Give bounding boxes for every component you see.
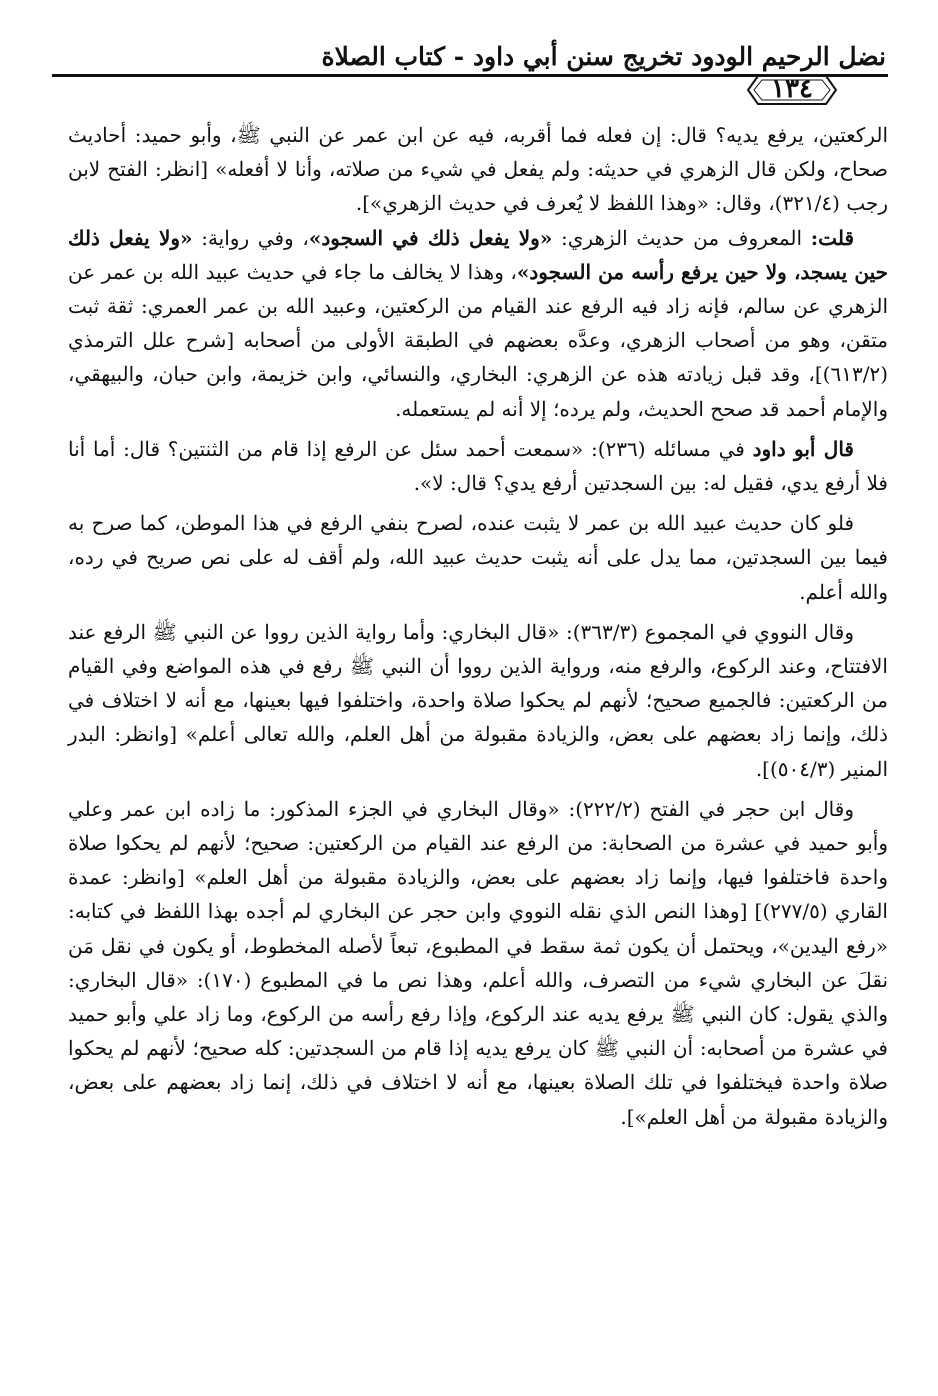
main-text [68,118,888,1134]
page-number: ١٣٤ [771,74,813,104]
paragraph-lead: قال أبو داود [752,436,854,461]
paragraph-2: قلت: المعروف من حديث الزهري: «ولا يفعل ذلك في السجود»، وفي رواية: «ولا يفعل ذلك حين يسجد، ولا حين يرفع رأسه من السجود»، وهذا لا يخالف ما جاء في حديث عبيد الله بن عمر عن الزهري عن سالم، فإنه زاد فيه الرفع عند القيام من الركعتين، وعبيد الله بن عمر العمري: ثقة ثبت متقن، وهو من أصحاب الزهري، وعدَّه بعضهم في الطبقة الأولى من أصحابه [شرح علل الترمذي (٦١٣/٢)]، وقد قبل زيادته هذه عن الزهري: البخاري، والنسائي، وابن خزيمة، وابن حبان، والبيهقي، والإمام أحمد قد صحح الحديث، ولم يرده؛ إلا أنه لم يستعمله. [68,225,889,421]
paragraph-lead: قلت: [810,225,854,250]
paragraph-1: الركعتين، يرفع يديه؟ قال: إن فعله فما أقربه، فيه عن ابن عمر عن النبي ﷺ، وأبو حميد: أحاديث صحاح، ولكن قال الزهري في حديثه: ولم يفعل في شيء من صلاته، وأنا لا أفعله» [انظر: الفتح لابن رجب (٣٢١/٤)، وقال: «وهذا اللفظ لا يُعرف في حديث الزهري»]. [68,123,888,216]
header-title: نضل الرحيم الودود تخريج سنن أبي داود - كتاب الصلاة [321,42,886,71]
paragraph-3: قال أبو داود في مسائله (٢٣٦): «سمعت أحمد سئل عن الرفع إذا قام من الثنتين؟ قال: أما أنا فلا أرفع يدي، فقيل له: بين السجدتين أرفع يدي؟ قال: لا». [68,436,888,496]
paragraph-5: وقال النووي في المجموع (٣٦٣/٣): «قال البخاري: وأما رواية الذين رووا عن النبي ﷺ الرفع عند الافتتاح، وعند الركوع، والرفع منه، ورواية الذين رووا أن النبي ﷺ رفع في هذه المواضع وفي القيام من الركعتين: فالجميع صحيح؛ لأنهم لم يحكوا صلاة واحدة، واختلفوا فيها بعينها، مع أنه لا اختلاف في ذلك، وإنما زاد بعضهم على بعض، والزيادة مقبولة من أهل العلم، والله تعالى أعلم» [وانظر: البدر المنير (٥٠٤/٣)]. [68,619,888,781]
paragraph-4: فلو كان حديث عبيد الله بن عمر لا يثبت عنده، لصرح بنفي الرفع في هذا الموطن، كما صرح به فيما بين السجدتين، مما يدل على أنه يثبت حديث عبيد الله، ولم أقف له على نص صريح في رده، والله أعلم. [68,511,888,604]
page-number-ornament [744,70,840,110]
paragraph-6: وقال ابن حجر في الفتح (٢٢٢/٢): «وقال البخاري في الجزء المذكور: ما زاده ابن عمر وعلي وأبو حميد في عشرة من الصحابة: من الرفع عند القيام من الركعتين: صحيح؛ لأنهم لم يحكوا صلاة واحدة فاختلفوا فيها، وإنما زاد بعضهم على بعض، والزيادة مقبولة من أهل العلم» [وانظر: عمدة القاري (٢٧٧/٥)] [وهذا النص الذي نقله النووي وابن حجر عن البخاري لم أجده بهذا اللفظ في كتابه: «رفع اليدين»، ويحتمل أن يكون ثمة سقط في المطبوع، تبعاً لأصله المخطوط، أو يكون في نقل مَن نقلَ عن البخاري شيء من التصرف، والله أعلم، وهذا نص ما في المطبوع (١٧٠): «قال البخاري: والذي يقول: كان النبي ﷺ يرفع يديه عند الركوع، وإذا رفع رأسه من الركوع، وما زاد علي وأبو حميد في عشرة من أصحابه: أن النبي ﷺ كان يرفع يديه إذا قام من السجدتين: كله صحيح؛ لأنهم لم يحكوا صلاة واحدة فيختلفوا في تلك الصلاة بعينها، مع أنه لا اختلاف في ذلك، إنما زاد بعضهم على بعض، والزيادة مقبولة من أهل العلم»]. [68,796,889,1129]
